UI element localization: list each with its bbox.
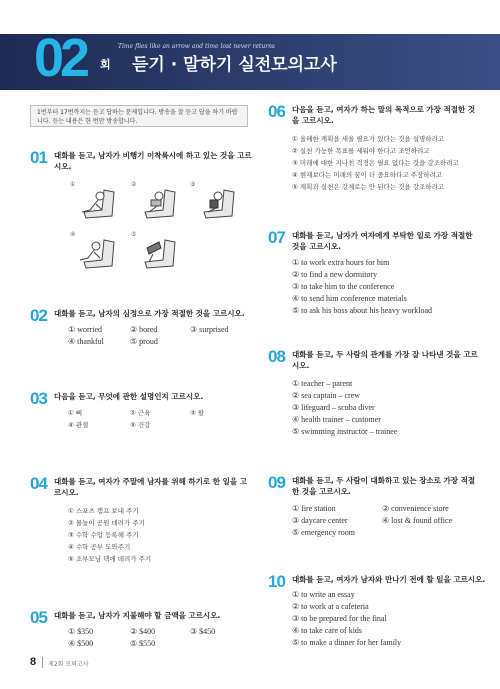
question-number: 03 xyxy=(30,389,47,408)
answer-option[interactable]: ① 올해한 계획을 새울 필요가 있다는 것을 설명하려고 xyxy=(292,135,445,143)
answer-option[interactable]: ③ 미래에 대한 지나친 걱정은 필요 없다는 것을 강조하려고 xyxy=(292,159,459,167)
seat-illustration-4 xyxy=(76,236,120,276)
question-text: 다음을 듣고, 여자가 하는 말의 목적으로 가장 적절한 것을 고르시오. xyxy=(292,105,476,125)
picture-label: ③ xyxy=(190,181,196,188)
question-number: 05 xyxy=(30,608,47,627)
question-text: 대화를 듣고, 남자의 심정으로 가장 적절한 것을 고르시오. xyxy=(54,309,245,318)
answer-option[interactable]: ③ to take him to the conference xyxy=(292,282,395,291)
answer-option[interactable]: ③ $450 xyxy=(190,627,216,636)
answer-option[interactable]: ④ health trainer – customer xyxy=(292,415,381,424)
question-text: 대화를 듣고, 여자가 주말에 남자를 위해 하기로 한 일을 고르시오. xyxy=(54,477,247,497)
answer-option[interactable]: ② 근육 xyxy=(130,409,151,417)
question-text: 대화를 듣고, 두 사람이 대화하고 있는 장소로 가장 적절한 것을 고르시오. xyxy=(292,476,476,496)
answer-option[interactable]: ⑤ to make a dinner for her family xyxy=(292,638,402,647)
answer-option[interactable]: ⑤ $550 xyxy=(130,639,156,648)
answer-option[interactable]: ① teacher – parent xyxy=(292,379,353,388)
answer-option[interactable]: ④ to take care of kids xyxy=(292,626,363,635)
answer-option[interactable]: ② to work at a cafeteria xyxy=(292,602,369,611)
answer-option[interactable]: ② convenience store xyxy=(382,504,449,513)
answer-option[interactable]: ③ surprised xyxy=(190,325,229,334)
question-text: 대화를 듣고, 남자가 여자에게 부탁한 일로 가장 적절한 것을 고르시오. xyxy=(292,231,473,251)
answer-option[interactable]: ② bored xyxy=(130,325,158,334)
question-number: 06 xyxy=(268,102,285,121)
seat-illustration-2 xyxy=(137,186,181,226)
picture-label: ⑤ xyxy=(131,231,137,238)
answer-option[interactable]: ④ lost & found office xyxy=(382,516,453,525)
answer-option[interactable]: ① to work extra hours for him xyxy=(292,258,390,267)
answer-option[interactable]: ③ 팔 xyxy=(190,409,205,417)
answer-option[interactable]: ① $350 xyxy=(68,627,94,636)
answer-option[interactable]: ② $400 xyxy=(130,627,156,636)
question-number: 04 xyxy=(30,474,47,493)
answer-option[interactable]: ① 스포츠 캠프 보내 주기 xyxy=(68,507,139,515)
question-number: 08 xyxy=(268,347,285,366)
answer-option[interactable]: ⑤ proud xyxy=(130,337,158,346)
answer-option[interactable]: ⑤ 조부모님 댁에 데려가 주기 xyxy=(68,555,152,563)
answer-option[interactable]: ② 물놀이 공원 데려가 주기 xyxy=(68,519,145,527)
answer-option[interactable]: ⑤ emergency room xyxy=(292,528,356,537)
answer-option[interactable]: ③ daycare center xyxy=(292,516,348,525)
header-banner xyxy=(0,28,500,90)
answer-option[interactable]: ⑤ 건강 xyxy=(130,421,151,429)
answer-option[interactable]: ② sea captain – crew xyxy=(292,391,361,400)
answer-option[interactable]: ② 실천 가능한 목표를 세워야 한다고 조언하려고 xyxy=(292,147,430,155)
test-round-label: 회 xyxy=(100,58,111,71)
answer-option[interactable]: ① 뼈 xyxy=(68,409,83,417)
answer-option[interactable]: ① to write an essay xyxy=(292,590,355,599)
question-number: 01 xyxy=(30,148,47,167)
picture-label: ④ xyxy=(70,231,76,238)
answer-option[interactable]: ③ 수학 수업 등록해 주기 xyxy=(68,531,139,539)
seat-illustration-3 xyxy=(196,186,240,226)
answer-option[interactable]: ④ thankful xyxy=(68,337,104,346)
test-number: 02 xyxy=(34,28,87,88)
answer-option[interactable]: ⑤ to ask his boss about his heavy workload xyxy=(292,306,433,315)
question-text: 대화를 듣고, 남자가 지불해야 할 금액을 고르시오. xyxy=(54,611,221,620)
question-text: 대화를 듣고, 두 사람의 관계를 가장 잘 나타낸 것을 고르시오. xyxy=(292,350,478,370)
footer-text: 제2회 모의고사 xyxy=(48,661,89,668)
question-text: 다음을 듣고, 무엇에 관한 설명인지 고르시오. xyxy=(54,392,204,401)
picture-label: ① xyxy=(70,181,76,188)
answer-option[interactable]: ③ to be prepared for the final xyxy=(292,614,387,623)
answer-option[interactable]: ⑤ 계획과 실천은 강제로는 안 된다는 것을 강조하려고 xyxy=(292,183,445,191)
answer-option[interactable]: ② to find a new dormitory xyxy=(292,270,378,279)
answer-option[interactable]: ④ 수학 공부 도와주기 xyxy=(68,543,131,551)
picture-label: ② xyxy=(131,181,137,188)
seat-illustration-1 xyxy=(76,186,120,226)
page-number: 8 xyxy=(30,656,37,668)
question-number: 10 xyxy=(268,572,285,591)
answer-option[interactable]: ④ 현재보다는 미래의 꿈이 더 중요하다고 주장하려고 xyxy=(292,171,443,179)
answer-option[interactable]: ① fire station xyxy=(292,504,336,513)
answer-option[interactable]: ⑤ swimming instructor – trainee xyxy=(292,427,398,436)
answer-option[interactable]: ④ 관절 xyxy=(68,421,89,429)
question-number: 07 xyxy=(268,228,285,247)
instructions-box: 1번부터 17번까지는 듣고 답하는 문제입니다. 방송을 잘 듣고 답을 하기 바랍니다. 듣는 내용은 한 번만 방송합니다. xyxy=(30,105,248,127)
header-motto: Time flies like an arrow and time lost never returns xyxy=(118,43,276,50)
seat-illustration-5 xyxy=(137,236,181,276)
question-text: 대화를 듣고, 남자가 비행기 이착륙시에 하고 있는 것을 고르시오. xyxy=(54,151,252,171)
answer-option[interactable]: ④ $500 xyxy=(68,639,94,648)
answer-option[interactable]: ③ lifeguard – scuba diver xyxy=(292,403,375,412)
footer-divider xyxy=(42,657,43,668)
answer-option[interactable]: ① worried xyxy=(68,325,103,334)
question-number: 09 xyxy=(268,473,285,492)
page-title: 듣기 · 말하기 실전모의고사 xyxy=(132,55,337,75)
answer-option[interactable]: ④ to send him conference materials xyxy=(292,294,407,303)
question-number: 02 xyxy=(30,306,47,325)
question-text: 대화를 듣고, 여자가 남자와 만나기 전에 할 일을 고르시오. xyxy=(292,575,486,584)
